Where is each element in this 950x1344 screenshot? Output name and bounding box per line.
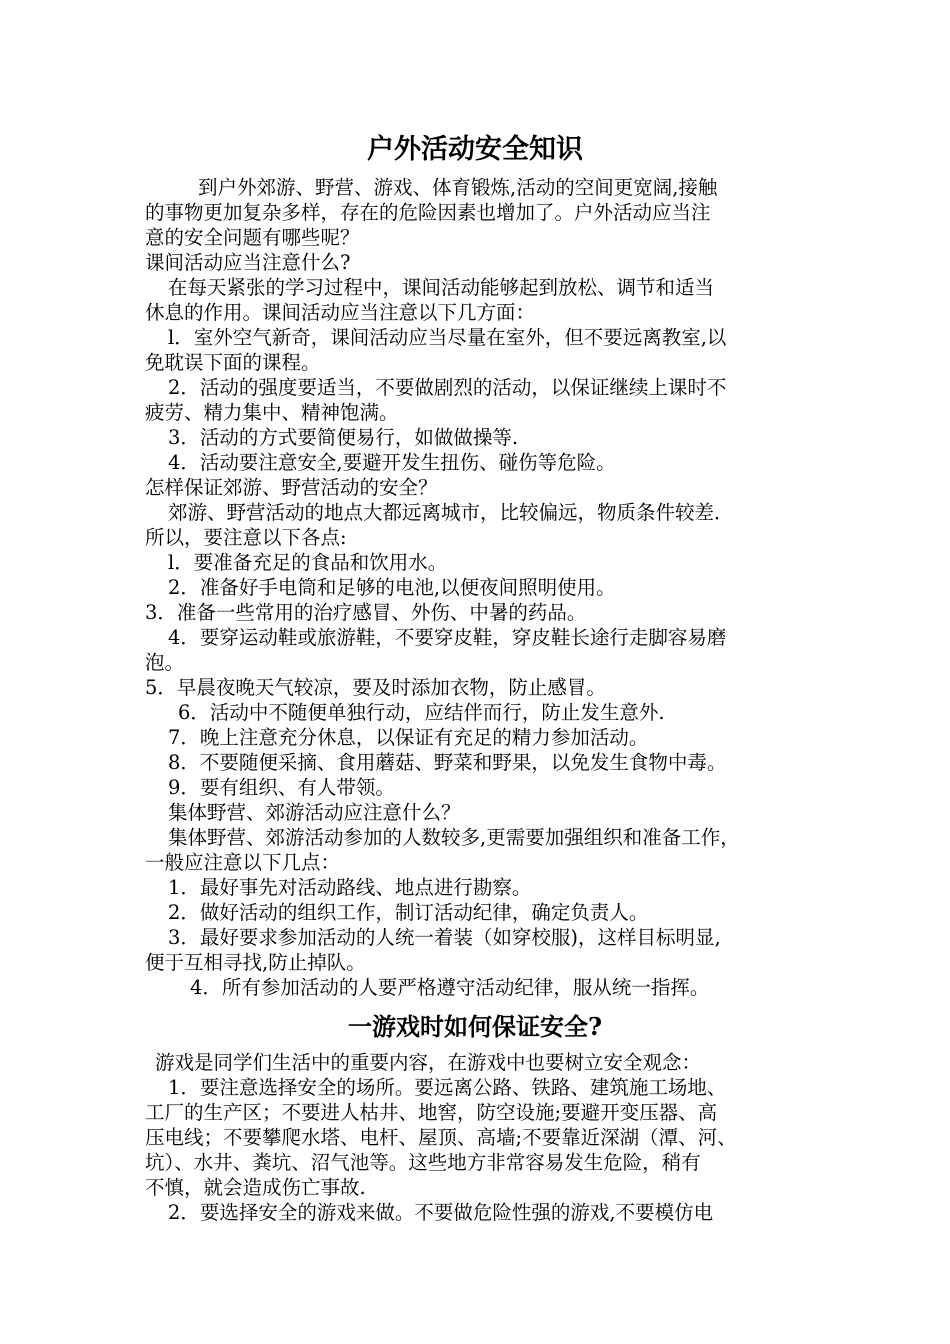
list-item: 3．活动的方式要简便易行，如做做操等.: [168, 426, 519, 449]
paragraph-line: 坑）、水井、粪坑、沼气池等。这些地方非常容易发生危险，稍有: [145, 1151, 701, 1174]
section-heading: 怎样保证郊游、野营活动的安全？: [145, 476, 438, 499]
list-item: 4．所有参加活动的人要严格遵守活动纪律，服从统一指挥。: [190, 976, 710, 999]
list-item: 1．最好事先对活动路线、地点进行勘察。: [168, 876, 532, 899]
paragraph-line: 一般应注意以下几点：: [145, 851, 341, 874]
list-item: 3．最好要求参加活动的人统一着装（如穿校服)，这样目标明显,: [168, 926, 721, 949]
list-item: 8．不要随便采摘、食用蘑菇、野菜和野果，以免发生食物中毒。: [168, 751, 727, 774]
list-item: 9．要有组织、有人带领。: [168, 776, 395, 799]
paragraph-line: 的事物更加复杂多样，存在的危险因素也增加了。户外活动应当注: [145, 201, 711, 224]
paragraph-line: 泡。: [145, 651, 185, 674]
list-item: 1．要注意选择安全的场所。要远离公路、铁路、建筑施工场地、: [168, 1076, 727, 1099]
list-item: 2．要选择安全的游戏来做。不要做危险性强的游戏,不要模仿电: [168, 1201, 714, 1224]
paragraph-line: 所以，要注意以下各点:: [145, 526, 347, 549]
paragraph-line: 游戏是同学们生活中的重要内容，在游戏中也要树立安全观念：: [155, 1051, 702, 1074]
paragraph-line: 到户外郊游、野营、游戏、体育锻炼,活动的空间更宽阔,接触: [198, 176, 718, 199]
list-item: 6．活动中不随便单独行动，应结伴而行，防止发生意外.: [178, 701, 665, 724]
list-item: 7．晚上注意充分休息，以保证有充足的精力参加活动。: [168, 726, 649, 749]
list-item: l．要准备充足的食品和饮用水。: [168, 551, 448, 574]
paragraph-line: 在每天紧张的学习过程中，课间活动能够起到放松、调节和适当: [168, 276, 715, 299]
paragraph-line: 免耽误下面的课程。: [145, 351, 321, 374]
section-title: 一游戏时如何保证安全?: [347, 1012, 603, 1041]
paragraph-line: 意的安全问题有哪些呢？: [145, 226, 360, 249]
document-title: 户外活动安全知识: [367, 134, 583, 165]
section-heading: 课间活动应当注意什么?: [145, 251, 351, 274]
paragraph-line: 郊游、野营活动的地点大都远离城市，比较偏远，物质条件较差．: [168, 501, 734, 524]
list-item: 2．做好活动的组织工作，制订活动纪律，确定负责人。: [168, 901, 649, 924]
paragraph-line: 休息的作用。课间活动应当注意以下几方面：: [145, 301, 536, 324]
list-item: 4．活动要注意安全,要避开发生扭伤、碰伤等危险。: [168, 451, 616, 474]
paragraph-line: 不慎，就会造成伤亡事故.: [145, 1176, 366, 1199]
paragraph-line: 便于互相寻找,防止掉队。: [145, 951, 366, 974]
list-item: 2．活动的强度要适当，不要做剧烈的活动，以保证继续上课时不: [168, 376, 727, 399]
paragraph-line: 集体野营、郊游活动参加的人数较多,更需要加强组织和准备工作，: [168, 826, 740, 849]
paragraph-line: 压电线；不要攀爬水塔、电杆、屋顶、高墙;不要靠近深湖（潭、河、: [145, 1126, 737, 1149]
list-item: l．室外空气新奇，课间活动应当尽量在室外，但不要远离教室,以: [168, 326, 727, 349]
list-item: 5．早晨夜晚天气较凉，要及时添加衣物，防止感冒。: [145, 676, 606, 699]
section-heading: 集体野营、郊游活动应注意什么？: [168, 801, 461, 824]
list-item: 4．要穿运动鞋或旅游鞋，不要穿皮鞋，穿皮鞋长途行走脚容易磨: [168, 626, 727, 649]
paragraph-line: 疲劳、精力集中、精神饱满。: [145, 401, 399, 424]
paragraph-line: 工厂的生产区；不要进人枯井、地窖，防空设施;要避开变压器、高: [145, 1101, 718, 1124]
list-item: 2．准备好手电筒和足够的电池,以便夜间照明使用。: [168, 576, 616, 599]
list-item: 3．准备一些常用的治疗感冒、外伤、中暑的药品。: [145, 601, 587, 624]
